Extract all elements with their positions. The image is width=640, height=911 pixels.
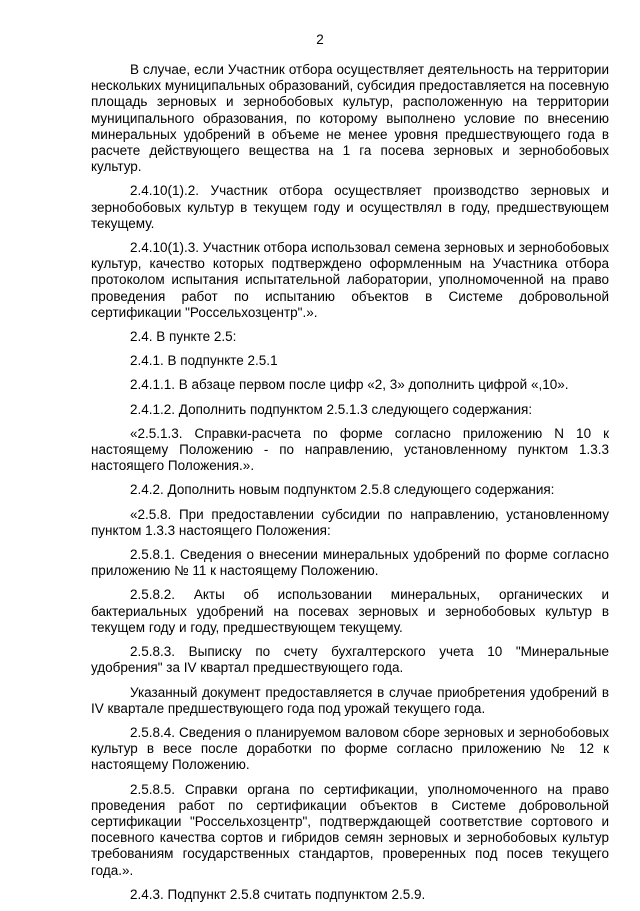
paragraph-2-4-2: 2.4.2. Дополнить новым подпунктом 2.5.8 следующего содержания: (130, 482, 555, 498)
paragraph-document-note: Указанный документ предоставляется в случае приобретения удобрений в IV квартале предшествующего года под урожай текущего года. (91, 684, 609, 716)
paragraph-2-4-10-1-3: 2.4.10(1).3. Участник отбора использовал семена зерновых и зернобобовых культур, качество которых подтверждено оформленным на Участника отбора протоколом испытания испытательной лаборатории, уполномоченной на право проведения работ по испытанию объектов в Системе добровольной сертификации "Россельхозцентр".». (91, 240, 609, 320)
paragraph-2-4: 2.4. В пункте 2.5: (130, 329, 237, 345)
page-number: 2 (316, 32, 324, 47)
paragraph-2-4-1-2: 2.4.1.2. Дополнить подпунктом 2.5.1.3 следующего содержания: (130, 401, 533, 417)
paragraph-2-5-1-3: «2.5.1.3. Справки-расчета по форме согласно приложению N 10 к настоящему Положению - по направлению, установленному пунктом 1.3.3 настоящего Положения.». (91, 425, 609, 474)
paragraph-2-4-1: 2.4.1. В подпункте 2.5.1 (130, 353, 278, 369)
paragraph-2-5-8-5: 2.5.8.5. Справки органа по сертификации, уполномоченного на право проведения работ по сертификации объектов в Системе добровольной сертификации "Россельхозцентр", подтверждающей соответствие сортового и посевного качества сортов и гибридов семян зерновых и зернобобовых культур требованиям государственных стандартов, проверенных под посев текущего года.». (91, 781, 609, 878)
paragraph-2-5-8-1: 2.5.8.1. Сведения о внесении минеральных удобрений по форме согласно приложению № 11 к настоящему Положению. (91, 547, 609, 579)
document-body (91, 62, 609, 911)
paragraph-2-5-8-2: 2.5.8.2. Акты об использовании минеральных, органических и бактериальных удобрений на посевах зерновых и зернобобовых культур в текущем году и году, предшествующем текущему. (91, 587, 609, 635)
paragraph-subsidy-multiple-municipalities: В случае, если Участник отбора осуществляет деятельность на территории нескольких муниципальных образований, субсидия предоставляется на посевную площадь зерновых и зернобобовых культур, расположенную на территории муниципального образования, по которому выполнено условие по внесению минеральных удобрений в объеме не менее уровня предшествующего года в расчете действующего вещества на 1 га посева зерновых и зернобобовых культур. (91, 62, 609, 175)
paragraph-2-5-8-3: 2.5.8.3. Выписку по счету бухгалтерского учета 10 "Минеральные удобрения" за IV квартал предшествующего года. (91, 644, 609, 676)
paragraph-2-5-8-4: 2.5.8.4. Сведения о планируемом валовом сборе зерновых и зернобобовых культур в весе после доработки по форме согласно приложению № 12 к настоящему Положению. (91, 724, 609, 773)
paragraph-2-4-10-1-2: 2.4.10(1).2. Участник отбора осуществляет производство зерновых и зернобобовых культур в текущем году и осуществлял в году, предшествующем текущему. (91, 183, 609, 231)
paragraph-2-4-3: 2.4.3. Подпункт 2.5.8 считать подпунктом 2.5.9. (130, 886, 426, 902)
paragraph-2-5-8: «2.5.8. При предоставлении субсидии по направлению, установленному пунктом 1.3.3 настоящего Положения: (91, 506, 609, 538)
paragraph-2-4-1-1: 2.4.1.1. В абзаце первом после цифр «2, 3» дополнить цифрой «,10». (130, 377, 569, 393)
